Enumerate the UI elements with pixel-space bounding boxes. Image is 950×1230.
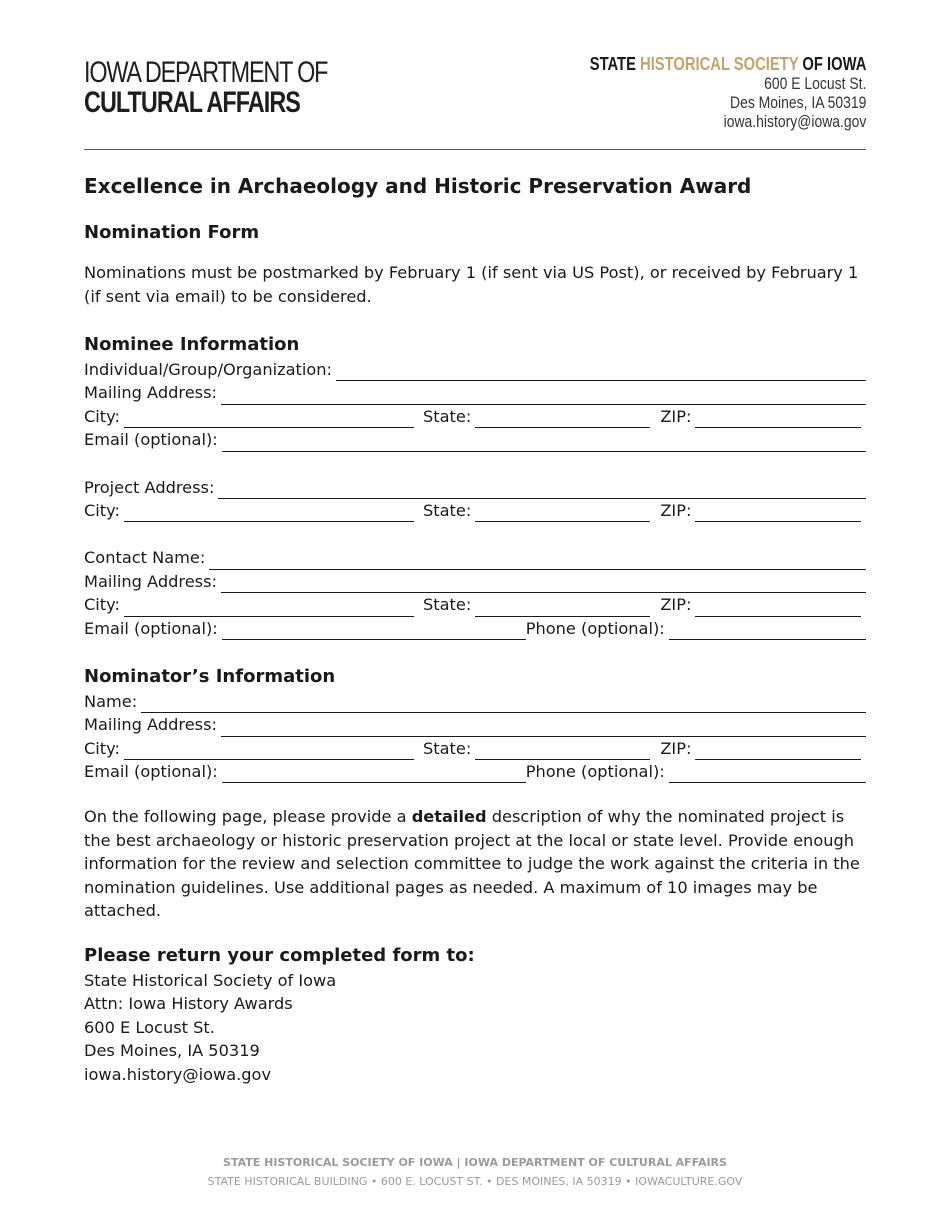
nominee-state-field[interactable] xyxy=(475,410,650,428)
society-city: Des Moines, IA 50319 xyxy=(729,93,866,112)
nominator-heading: Nominator’s Information xyxy=(84,665,336,687)
field-label: ZIP: xyxy=(660,406,692,426)
description-bold: detailed xyxy=(411,807,487,827)
nominee-email-field[interactable] xyxy=(222,434,866,452)
intro-text: Nominations must be postmarked by February 1 (if sent via US Post), or received by February 1 (if sent via email) to be considered. xyxy=(84,263,859,306)
society-street: 600 E Locust St. xyxy=(763,74,866,93)
contact-mailing-row xyxy=(84,570,866,593)
nominee-heading: Nominee Information xyxy=(84,334,300,355)
header-divider xyxy=(84,149,866,150)
field-label: Project Address: xyxy=(84,477,215,497)
nominee-mailing-row xyxy=(84,381,866,404)
nominator-name-row xyxy=(84,690,866,713)
field-label: State: xyxy=(423,738,472,758)
nominee-org-field[interactable] xyxy=(336,363,866,381)
contact-name-field[interactable] xyxy=(209,552,866,570)
field-label: City: xyxy=(84,406,121,426)
field-label: Email (optional): xyxy=(84,618,218,638)
contact-email-phone-row xyxy=(84,617,866,640)
description-part-1: On the following page, please provide a xyxy=(84,807,412,827)
field-label: Contact Name: xyxy=(84,548,206,568)
project-state-field[interactable] xyxy=(475,504,650,522)
project-city-row xyxy=(84,499,866,522)
field-label: Phone (optional): xyxy=(525,618,665,638)
field-label: Name: xyxy=(84,691,138,711)
field-label: Mailing Address: xyxy=(84,715,217,735)
contact-zip-field[interactable] xyxy=(695,599,861,617)
nominator-state-field[interactable] xyxy=(475,742,650,760)
nominator-city-row xyxy=(84,737,866,760)
nominee-mailing-field[interactable] xyxy=(221,387,866,405)
form-subtitle: Nomination Form xyxy=(84,222,260,243)
return-line-2: Attn: Iowa History Awards xyxy=(84,994,293,1014)
field-label: State: xyxy=(423,500,472,520)
logo-line-2: CULTURAL AFFAIRS xyxy=(84,86,300,119)
return-heading: Please return your completed form to: xyxy=(84,944,475,966)
form-content xyxy=(84,172,866,1086)
project-address-field[interactable] xyxy=(218,481,866,499)
return-line-3: 600 E Locust St. xyxy=(84,1017,215,1037)
project-city-field[interactable] xyxy=(124,504,414,522)
field-label: Mailing Address: xyxy=(84,571,217,591)
society-name-part-2: HISTORICAL SOCIETY xyxy=(639,54,798,74)
nominee-city-row xyxy=(84,405,866,428)
field-label: State: xyxy=(423,595,472,615)
contact-city-field[interactable] xyxy=(124,599,414,617)
nominee-city-field[interactable] xyxy=(124,410,414,428)
society-address-block xyxy=(529,54,866,131)
contact-name-row xyxy=(84,546,866,569)
return-line-5: iowa.history@iowa.gov xyxy=(84,1064,272,1084)
return-line-4: Des Moines, IA 50319 xyxy=(84,1041,260,1061)
nominator-email-phone-row xyxy=(84,760,866,783)
nominee-email-row xyxy=(84,428,866,451)
field-label: City: xyxy=(84,500,121,520)
project-address-row xyxy=(84,476,866,499)
contact-city-row xyxy=(84,593,866,616)
contact-mailing-field[interactable] xyxy=(221,575,866,593)
description-part-2: description of why the nominated project is the best archaeology or historic preservation project at the local or state level. Provide enough information for the review and selection committee to judge the work against the criteria in the nomination guidelines. Use additional pages as needed. A maximum of 10 images may be attached. xyxy=(84,807,860,921)
nominee-org-row xyxy=(84,358,866,381)
nominator-phone-field[interactable] xyxy=(669,765,866,783)
contact-state-field[interactable] xyxy=(475,599,650,617)
nominator-mailing-field[interactable] xyxy=(221,719,866,737)
nominator-zip-field[interactable] xyxy=(695,742,861,760)
society-name-part-1: STATE xyxy=(589,54,640,74)
field-label: City: xyxy=(84,595,121,615)
contact-email-field[interactable] xyxy=(222,622,526,640)
field-label: Individual/Group/Organization: xyxy=(84,359,332,379)
nominee-zip-field[interactable] xyxy=(695,410,861,428)
field-label: ZIP: xyxy=(660,500,692,520)
field-label: Email (optional): xyxy=(84,430,218,450)
footer-line-2: STATE HISTORICAL BUILDING • 600 E. LOCUST ST. • DES MOINES, IA 50319 • IOWACULTURE.GOV xyxy=(207,1175,743,1188)
field-label: ZIP: xyxy=(660,738,692,758)
field-label: City: xyxy=(84,738,121,758)
page-title: Excellence in Archaeology and Historic Preservation Award xyxy=(84,174,752,198)
nominator-name-field[interactable] xyxy=(141,695,866,713)
field-label: State: xyxy=(423,406,472,426)
field-label: Phone (optional): xyxy=(525,762,665,782)
nominator-city-field[interactable] xyxy=(124,742,414,760)
contact-phone-field[interactable] xyxy=(669,622,866,640)
logo-line-1: IOWA DEPARTMENT OF xyxy=(84,56,328,89)
field-label: Mailing Address: xyxy=(84,383,217,403)
nominator-mailing-row xyxy=(84,713,866,736)
field-label: ZIP: xyxy=(660,595,692,615)
department-logo xyxy=(84,58,396,118)
description-text xyxy=(84,805,866,923)
society-name xyxy=(589,54,866,74)
society-email: iowa.history@iowa.gov xyxy=(723,112,866,131)
return-line-1: State Historical Society of Iowa xyxy=(84,970,337,990)
footer-line-1: STATE HISTORICAL SOCIETY OF IOWA | IOWA DEPARTMENT OF CULTURAL AFFAIRS xyxy=(223,1156,727,1169)
field-label: Email (optional): xyxy=(84,762,218,782)
society-name-part-3: OF IOWA xyxy=(797,54,866,74)
nominator-email-field[interactable] xyxy=(222,765,526,783)
project-zip-field[interactable] xyxy=(695,504,861,522)
